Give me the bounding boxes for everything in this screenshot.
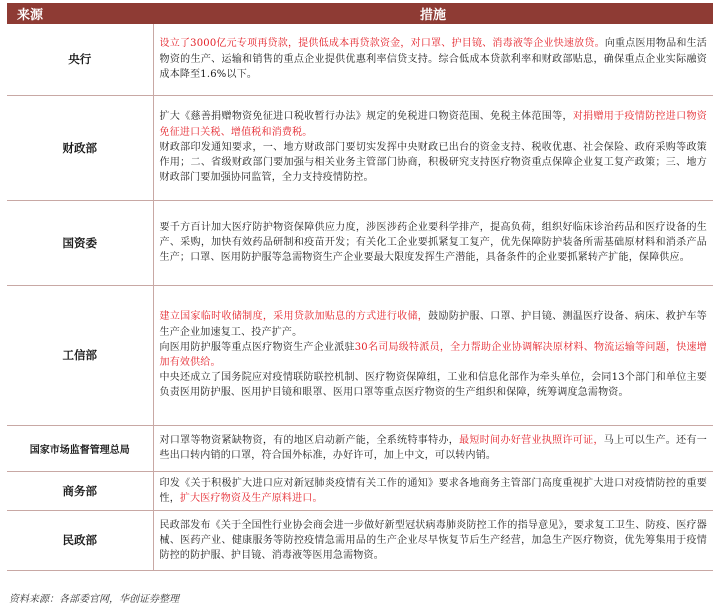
highlighted-text: 设立了3000亿元专项再贷款，提供低成本再贷款资金，对口罩、护目镜、消毒液等企业快速放贷。 xyxy=(159,38,605,50)
highlighted-text: 30名司局级特派员，全力帮助企业协调解决原材料、物流运输等问题，快速增加有效供给。 xyxy=(159,341,707,368)
measure-paragraph xyxy=(160,518,708,564)
measure-paragraph xyxy=(160,476,708,506)
measure-paragraph xyxy=(160,36,708,82)
measure-text: 中央还成立了国务院应对疫情联防联控机制、医疗物资保障组，工业和信息化部作为牵头单位，会同13个部门和单位主要负责医用防护服、医用护目镜和眼罩、医用口罩等重点医疗物资的生产组织和保障，统筹调度急需物资。 xyxy=(159,372,707,399)
measure-text: 对口罩等物资紧缺物资，有的地区启动新产能，全系统特事特办， xyxy=(159,434,460,446)
measures-cell xyxy=(153,285,713,425)
table-row xyxy=(7,425,713,471)
measures-cell xyxy=(153,425,713,471)
measure-text: 鼓励防护服、口罩、护目镜、测温医疗设备、病床、救护车等生产企业加速复工、投产扩产。 xyxy=(159,311,708,338)
measure-text: 扩大《慈善捐赠物资免征进口税收暂行办法》规定的免税进口物资范围、免税主体范围等， xyxy=(159,111,573,123)
source-cell: 商务部 xyxy=(7,471,153,510)
policy-table xyxy=(7,3,713,571)
measures-cell xyxy=(153,510,713,570)
highlighted-text: 对捐赠用于疫情防控进口物资免征进口关税、增值税和消费税。 xyxy=(159,111,708,138)
measure-text: 要千方百计加大医疗防护物资保障供应力度，涉医涉药企业要科学排产，提高负荷，组织好临床诊治药品和医疗设备的生产、采购，加快有效药品研制和疫苗开发；有关化工企业要抓紧复工复产，优先保障防护装备所需基础原材料和消杀产品生产；口罩、医用防护服等急需物资生产企业要最大限度发挥生产潜能，具备条件的企业要抓紧转产扩能，保障供应。 xyxy=(159,221,707,264)
header-measures: 措施 xyxy=(153,3,713,24)
measure-text: 民政部发布《关于全国性行业协会商会进一步做好新型冠状病毒肺炎防控工作的指导意见》，要求复工卫生、防疫、医疗器械、医药产业、健康服务等防控疫情急需用品的生产企业尽早恢复节后生产经营，加急生产医疗物资，优先筹集用于疫情防控的防护服、护目镜、消毒液等医用急需物资。 xyxy=(159,519,707,561)
measure-text: 向医用防护服等重点医疗物资生产企业派驻 xyxy=(159,341,355,353)
source-cell: 工信部 xyxy=(7,285,153,425)
measure-paragraph xyxy=(160,309,708,339)
measures-cell xyxy=(153,95,713,200)
table-row xyxy=(7,285,713,425)
policy-table-container xyxy=(7,3,713,571)
measure-paragraph xyxy=(160,220,708,266)
measure-text: 印发《关于积极扩大进口应对新冠肺炎疫情有关工作的通知》要求各地商务主管部门高度重视扩大进口对疫情防控的重要性， xyxy=(159,477,707,504)
table-header-row xyxy=(7,3,713,24)
measure-text: 财政部印发通知要求，一、地方财政部门要切实发挥中央财政已出台的资金支持、税收优惠、社会保险、政府采购等政策作用；二、省级财政部门要加强与相关业务主管部门协商，积极研究支持医疗物资重点保障企业复工复产政策；三、地方财政部门要加强协同监管，全力支持疫情防控。 xyxy=(159,141,707,184)
source-cell: 国家市场监督管理总局 xyxy=(7,425,153,471)
table-row xyxy=(7,510,713,570)
measures-cell xyxy=(153,24,713,95)
highlighted-text: 建立国家临时收储制度，采用贷款加贴息的方式进行收储， xyxy=(159,311,429,323)
measure-paragraph xyxy=(160,140,708,186)
table-row xyxy=(7,24,713,95)
highlighted-text: 扩大医疗物资及生产原料进口。 xyxy=(179,492,323,504)
measure-paragraph xyxy=(160,370,708,400)
measure-paragraph xyxy=(160,433,708,463)
highlighted-text: 最短时间办好营业执照许可证， xyxy=(459,434,604,446)
table-row xyxy=(7,95,713,200)
source-cell: 财政部 xyxy=(7,95,153,200)
source-cell: 国资委 xyxy=(7,200,153,285)
source-note: 资料来源：各部委官网，华创证券整理 xyxy=(9,594,179,605)
table-row xyxy=(7,200,713,285)
header-source: 来源 xyxy=(7,3,153,24)
measures-cell xyxy=(153,200,713,285)
measure-paragraph xyxy=(160,109,708,139)
measures-cell xyxy=(153,471,713,510)
measure-text: 向重点医用物品和生活物资的生产、运输和销售的重点企业提供优惠利率信贷支持。综合低成本贷款利率和财政部贴息，确保重点企业实际融资成本降至1.6%以下。 xyxy=(159,38,707,80)
source-cell: 民政部 xyxy=(7,510,153,570)
measure-text: 马上可以生产。还有一些出口转内销的口罩，符合国外标准，办好许可，加上中文，可以转内销。 xyxy=(159,434,707,461)
source-cell: 央行 xyxy=(7,24,153,95)
table-body xyxy=(7,24,713,570)
measure-paragraph xyxy=(160,340,708,370)
table-row xyxy=(7,471,713,510)
